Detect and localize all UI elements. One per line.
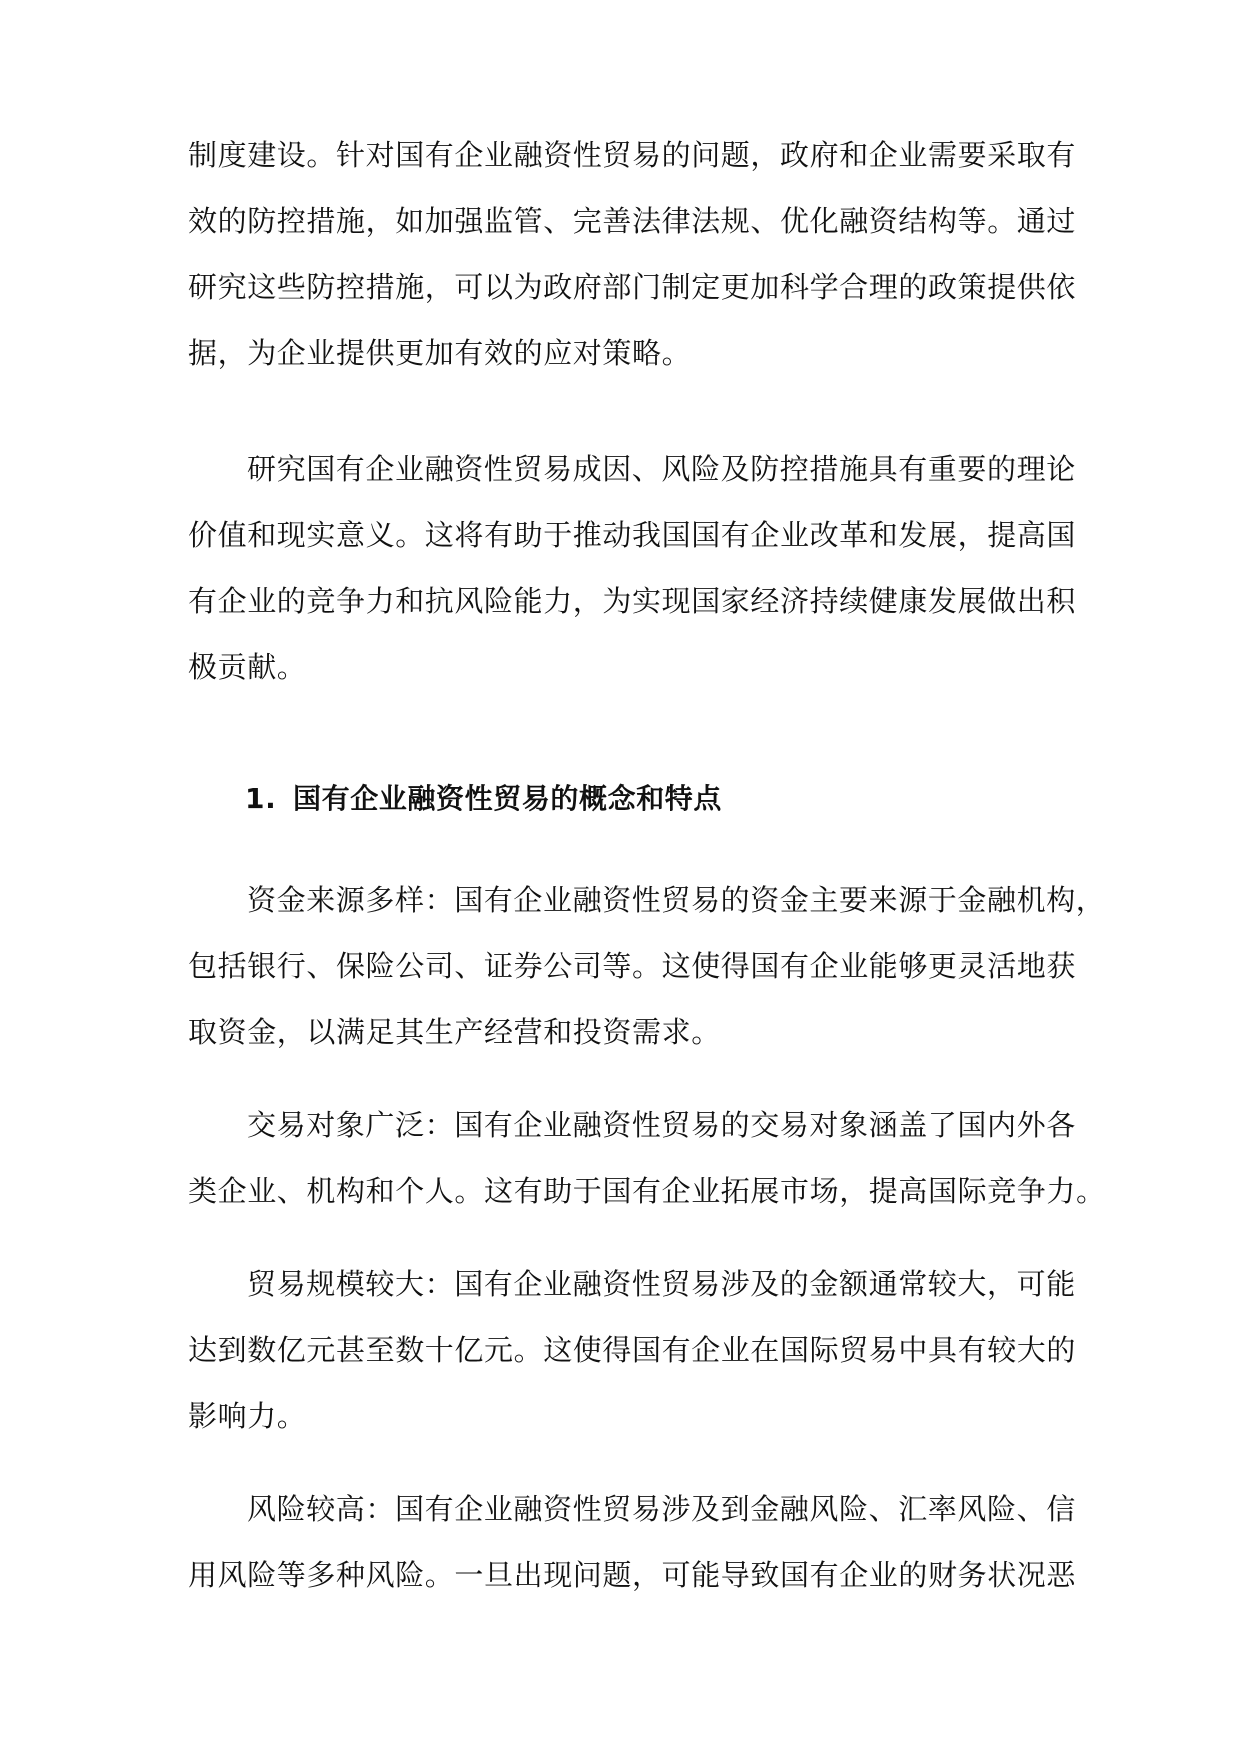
text-line: 达到数亿元甚至数十亿元。这使得国有企业在国际贸易中具有较大的 [188, 1333, 1077, 1367]
text-line: 效的防控措施，如加强监管、完善法律法规、优化融资结构等。通过 [188, 204, 1077, 238]
text-line: 资金来源多样：国有企业融资性贸易的资金主要来源于金融机构， [247, 883, 1106, 917]
text-line: 贸易规模较大：国有企业融资性贸易涉及的金额通常较大，可能 [247, 1267, 1076, 1301]
text-line: 有企业的竞争力和抗风险能力，为实现国家经济持续健康发展做出积 [188, 584, 1077, 618]
text-line: 价值和现实意义。这将有助于推动我国国有企业改革和发展，提高国 [188, 518, 1077, 552]
text-line: 类企业、机构和个人。这有助于国有企业拓展市场，提高国际竞争力。 [188, 1174, 1106, 1208]
text-line: 风险较高：国有企业融资性贸易涉及到金融风险、汇率风险、信 [247, 1492, 1076, 1526]
text-line: 制度建设。针对国有企业融资性贸易的问题，政府和企业需要采取有 [188, 138, 1077, 172]
text-line: 交易对象广泛：国有企业融资性贸易的交易对象涵盖了国内外各 [247, 1108, 1076, 1142]
text-line: 据，为企业提供更加有效的应对策略。 [188, 336, 692, 370]
text-line: 包括银行、保险公司、证券公司等。这使得国有企业能够更灵活地获 [188, 949, 1077, 983]
text-line: 取资金，以满足其生产经营和投资需求。 [188, 1015, 721, 1049]
text-line: 研究这些防控措施，可以为政府部门制定更加科学合理的政策提供依 [188, 270, 1077, 304]
section-number: 1. [245, 782, 277, 815]
text-line: 极贡献。 [188, 650, 307, 684]
text-line: 研究国有企业融资性贸易成因、风险及防控措施具有重要的理论 [247, 452, 1076, 486]
section-heading [245, 781, 722, 817]
section-title: 国有企业融资性贸易的概念和特点 [293, 782, 723, 815]
text-line: 用风险等多种风险。一旦出现问题，可能导致国有企业的财务状况恶 [188, 1558, 1077, 1592]
text-line: 影响力。 [188, 1399, 307, 1433]
